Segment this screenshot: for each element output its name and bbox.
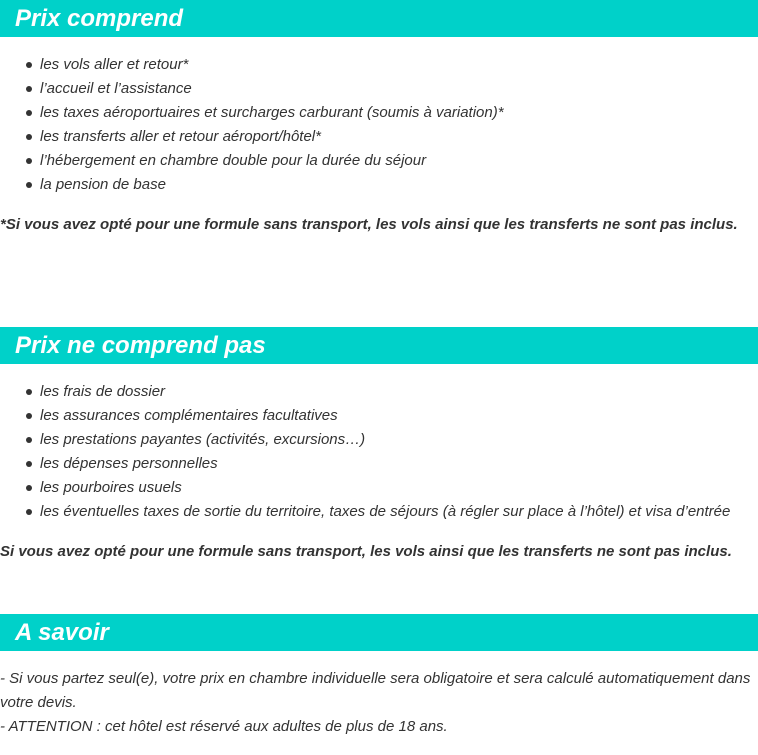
a-savoir-content [0,667,758,739]
section-title-not-included: Prix ne comprend pas [0,327,758,364]
section-a-savoir [0,614,758,739]
list-item: les taxes aéroportuaires et surcharges carburant (soumis à variation)* [40,101,758,125]
section-title-a-savoir: A savoir [0,614,758,651]
not-included-note: Si vous avez opté pour une formule sans transport, les vols ainsi que les transferts ne sont pas inclus. [0,543,732,560]
list-item: les prestations payantes (activités, excursions…) [40,428,758,452]
list-item: la pension de base [40,173,758,197]
list-item: l’hébergement en chambre double pour la durée du séjour [40,149,758,173]
a-savoir-line: - ATTENTION : cet hôtel est réservé aux adultes de plus de 18 ans. [0,718,448,735]
list-item: les assurances complémentaires facultatives [40,404,758,428]
section-not-included [0,327,758,564]
section-included [0,0,758,237]
section-title-included: Prix comprend [0,0,758,37]
not-included-list [0,380,758,524]
list-item: les dépenses personnelles [40,452,758,476]
a-savoir-line: - Si vous partez seul(e), votre prix en chambre individuelle sera obligatoire et sera calculé automatiquement dans votre devis. [0,670,751,711]
list-item: les transferts aller et retour aéroport/hôtel* [40,125,758,149]
included-note: *Si vous avez opté pour une formule sans transport, les vols ainsi que les transferts ne sont pas inclus. [0,216,738,233]
list-item: les vols aller et retour* [40,53,758,77]
list-item: l’accueil et l’assistance [40,77,758,101]
list-item: les éventuelles taxes de sortie du territoire, taxes de séjours (à régler sur place à l’hôtel) et visa d’entrée [40,500,758,524]
list-item: les frais de dossier [40,380,758,404]
list-item: les pourboires usuels [40,476,758,500]
included-list [0,53,758,197]
